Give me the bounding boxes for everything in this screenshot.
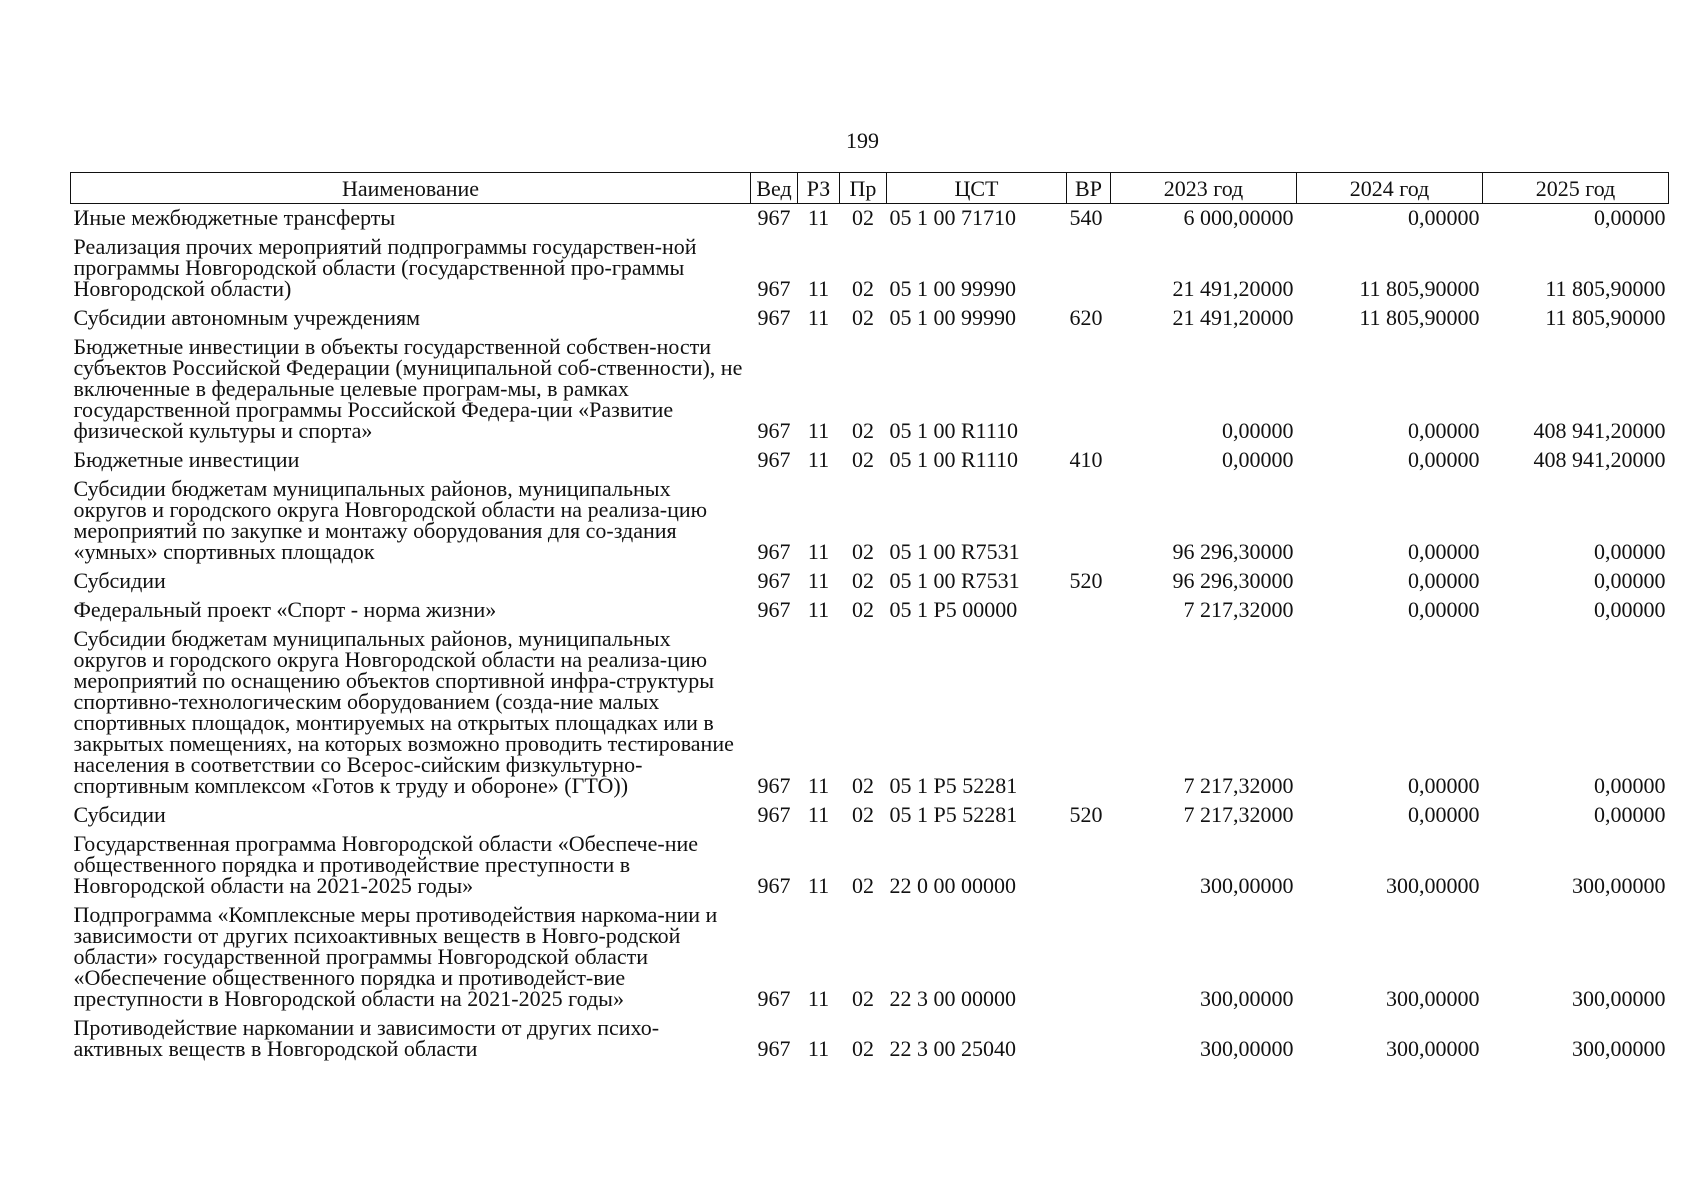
row-cst: 05 1 P5 52281 — [889, 802, 1018, 827]
row-rz: 11 — [807, 568, 830, 593]
column-header-cst: ЦСТ — [887, 173, 1067, 204]
row-amount-2023: 96 296,30000 — [1172, 568, 1294, 593]
row-name: Субсидии — [73, 802, 166, 827]
row-pr: 02 — [852, 1036, 874, 1061]
row-amount-2024: 0,00000 — [1408, 773, 1480, 798]
row-cst: 05 1 00 71710 — [889, 205, 1016, 230]
row-cst: 05 1 P5 00000 — [889, 597, 1018, 622]
row-rz: 11 — [807, 305, 830, 330]
row-cst: 05 1 P5 52281 — [889, 773, 1018, 798]
row-amount-2024: 300,00000 — [1386, 986, 1480, 1011]
row-pr: 02 — [852, 418, 874, 443]
row-vr — [1067, 901, 1111, 1014]
row-rz: 11 — [807, 802, 830, 827]
row-pr: 02 — [852, 447, 874, 472]
row-cst: 05 1 00 99990 — [889, 305, 1016, 330]
row-vr — [1067, 625, 1111, 801]
column-header-name: Наименование — [71, 173, 751, 204]
row-amount-2024: 300,00000 — [1386, 873, 1480, 898]
row-name: Субсидии бюджетам муниципальных районов, муниципальных округов и городского округа Новгородской области на реализа-цию мероприятий по оснащению объектов спортивной инфра-структуры спортивно-технологическим оборудованием (созда-ние малых спортивных площадок, монтируемых на открытых площадках или в закрытых помещениях, на которых возможно проводить тестирование населения в соответствии со Всерос-сийским физкультурно-спортивным комплексом «Готов к труду и обороне» (ГТО)) — [73, 626, 734, 798]
column-header-2023: 2023 год — [1111, 173, 1297, 204]
column-header-2024: 2024 год — [1297, 173, 1483, 204]
row-amount-2023: 0,00000 — [1222, 447, 1294, 472]
row-vr — [1067, 333, 1111, 446]
row-name: Реализация прочих мероприятий подпрограммы государствен-ной программы Новгородской области (государственной про-граммы Новгородской области) — [73, 234, 697, 301]
row-ved: 967 — [757, 276, 791, 301]
row-amount-2023: 300,00000 — [1200, 873, 1294, 898]
row-amount-2025: 0,00000 — [1594, 205, 1666, 230]
row-name: Федеральный проект «Спорт - норма жизни» — [73, 597, 497, 622]
row-amount-2023: 7 217,32000 — [1183, 773, 1294, 798]
row-cst: 05 1 00 R1110 — [889, 418, 1019, 443]
row-name: Субсидии автономным учреждениям — [73, 305, 421, 330]
row-amount-2025: 408 941,20000 — [1533, 418, 1666, 443]
row-ved: 967 — [757, 568, 791, 593]
row-ved: 967 — [757, 447, 791, 472]
row-amount-2025: 300,00000 — [1572, 873, 1666, 898]
column-header-vr: ВР — [1067, 173, 1111, 204]
row-amount-2023: 6 000,00000 — [1183, 205, 1294, 230]
row-rz: 11 — [807, 539, 830, 564]
row-ved: 967 — [757, 205, 791, 230]
row-cst: 22 3 00 25040 — [889, 1036, 1016, 1061]
row-amount-2024: 0,00000 — [1408, 418, 1480, 443]
row-rz: 11 — [807, 597, 830, 622]
table-row — [71, 830, 1669, 901]
row-vr — [1067, 1014, 1111, 1064]
row-amount-2023: 300,00000 — [1200, 1036, 1294, 1061]
row-rz: 11 — [807, 276, 830, 301]
table-row — [71, 1014, 1669, 1064]
row-rz: 11 — [807, 447, 830, 472]
row-name: Субсидии — [73, 568, 166, 593]
row-ved: 967 — [757, 539, 791, 564]
table-body — [71, 204, 1669, 1065]
row-amount-2024: 0,00000 — [1408, 205, 1480, 230]
row-amount-2025: 0,00000 — [1594, 539, 1666, 564]
row-ved: 967 — [757, 773, 791, 798]
row-pr: 02 — [852, 597, 874, 622]
row-vr — [1067, 596, 1111, 625]
row-amount-2024: 0,00000 — [1408, 802, 1480, 827]
row-amount-2025: 0,00000 — [1594, 597, 1666, 622]
row-name: Противодействие наркомании и зависимости от других психо-активных веществ в Новгородской области — [73, 1015, 660, 1061]
row-amount-2023: 300,00000 — [1200, 986, 1294, 1011]
row-amount-2025: 300,00000 — [1572, 986, 1666, 1011]
table-row — [71, 567, 1669, 596]
table-header-row — [71, 173, 1669, 204]
row-amount-2025: 11 805,90000 — [1545, 305, 1666, 330]
row-ved: 967 — [757, 986, 791, 1011]
row-amount-2023: 21 491,20000 — [1172, 305, 1294, 330]
row-cst: 22 3 00 00000 — [889, 986, 1016, 1011]
row-pr: 02 — [852, 305, 874, 330]
row-amount-2024: 0,00000 — [1408, 447, 1480, 472]
row-vr: 520 — [1069, 568, 1103, 593]
row-name: Подпрограмма «Комплексные меры противодействия наркома-нии и зависимости от других психоактивных веществ в Новго-родской области» государственной программы Новгородской области «Обеспечение общественного порядка и противодейст-вие преступности в Новгородской области на 2021-2025 годы» — [73, 902, 718, 1011]
table-row — [71, 204, 1669, 234]
row-cst: 05 1 00 R1110 — [889, 447, 1019, 472]
row-amount-2023: 0,00000 — [1222, 418, 1294, 443]
table-row — [71, 304, 1669, 333]
column-header-rz: РЗ — [798, 173, 840, 204]
row-rz: 11 — [807, 418, 830, 443]
row-rz: 11 — [807, 773, 830, 798]
row-pr: 02 — [852, 802, 874, 827]
page-number: 199 — [846, 128, 879, 153]
row-ved: 967 — [757, 873, 791, 898]
row-name: Иные межбюджетные трансферты — [73, 205, 396, 230]
row-pr: 02 — [852, 568, 874, 593]
row-amount-2024: 11 805,90000 — [1359, 276, 1480, 301]
row-amount-2025: 11 805,90000 — [1545, 276, 1666, 301]
row-amount-2025: 0,00000 — [1594, 568, 1666, 593]
table-row — [71, 901, 1669, 1014]
row-name: Субсидии бюджетам муниципальных районов, муниципальных округов и городского округа Новгородской области на реализа-цию мероприятий по закупке и монтажу оборудования для со-здания «умных» спортивных площадок — [73, 476, 708, 564]
column-header-2025: 2025 год — [1483, 173, 1669, 204]
row-cst: 05 1 00 99990 — [889, 276, 1016, 301]
row-amount-2024: 0,00000 — [1408, 568, 1480, 593]
row-rz: 11 — [807, 986, 830, 1011]
row-amount-2024: 11 805,90000 — [1359, 305, 1480, 330]
row-pr: 02 — [852, 773, 874, 798]
row-ved: 967 — [757, 1036, 791, 1061]
row-cst: 05 1 00 R7531 — [889, 568, 1020, 593]
row-cst: 22 0 00 00000 — [889, 873, 1016, 898]
row-vr: 540 — [1069, 205, 1103, 230]
row-name: Бюджетные инвестиции — [73, 447, 300, 472]
row-amount-2023: 21 491,20000 — [1172, 276, 1294, 301]
row-pr: 02 — [852, 276, 874, 301]
table-row — [71, 446, 1669, 475]
column-header-pr: Пр — [840, 173, 887, 204]
table-row — [71, 801, 1669, 830]
row-amount-2024: 300,00000 — [1386, 1036, 1480, 1061]
row-name: Государственная программа Новгородской области «Обеспече-ние общественного порядка и противодействие преступности в Новгородской области на 2021-2025 годы» — [73, 831, 699, 898]
row-rz: 11 — [807, 1036, 830, 1061]
row-vr — [1067, 475, 1111, 567]
row-vr: 520 — [1069, 802, 1103, 827]
row-pr: 02 — [852, 205, 874, 230]
row-amount-2023: 7 217,32000 — [1183, 802, 1294, 827]
row-rz: 11 — [807, 873, 830, 898]
row-ved: 967 — [757, 802, 791, 827]
row-amount-2025: 0,00000 — [1594, 773, 1666, 798]
table-row — [71, 233, 1669, 304]
row-name: Бюджетные инвестиции в объекты государственной собствен-ности субъектов Российской Федерации (муниципальной соб-ственности), не включенные в федеральные целевые програм-мы, в рамках государственной программы Российской Федера-ции «Развитие физической культуры и спорта» — [73, 334, 743, 443]
row-amount-2024: 0,00000 — [1408, 539, 1480, 564]
row-pr: 02 — [852, 539, 874, 564]
row-vr: 410 — [1069, 447, 1103, 472]
row-amount-2025: 300,00000 — [1572, 1036, 1666, 1061]
row-amount-2024: 0,00000 — [1408, 597, 1480, 622]
row-rz: 11 — [807, 205, 830, 230]
row-amount-2023: 7 217,32000 — [1183, 597, 1294, 622]
table-row — [71, 475, 1669, 567]
table-row — [71, 596, 1669, 625]
row-vr: 620 — [1069, 305, 1103, 330]
row-vr — [1067, 830, 1111, 901]
row-vr — [1067, 233, 1111, 304]
table-row — [71, 625, 1669, 801]
table-row — [71, 333, 1669, 446]
row-amount-2025: 0,00000 — [1594, 802, 1666, 827]
budget-table — [70, 172, 1669, 1064]
row-amount-2025: 408 941,20000 — [1533, 447, 1666, 472]
row-ved: 967 — [757, 418, 791, 443]
row-cst: 05 1 00 R7531 — [889, 539, 1020, 564]
row-amount-2023: 96 296,30000 — [1172, 539, 1294, 564]
row-pr: 02 — [852, 873, 874, 898]
row-pr: 02 — [852, 986, 874, 1011]
row-ved: 967 — [757, 597, 791, 622]
row-ved: 967 — [757, 305, 791, 330]
column-header-ved: Вед — [751, 173, 798, 204]
